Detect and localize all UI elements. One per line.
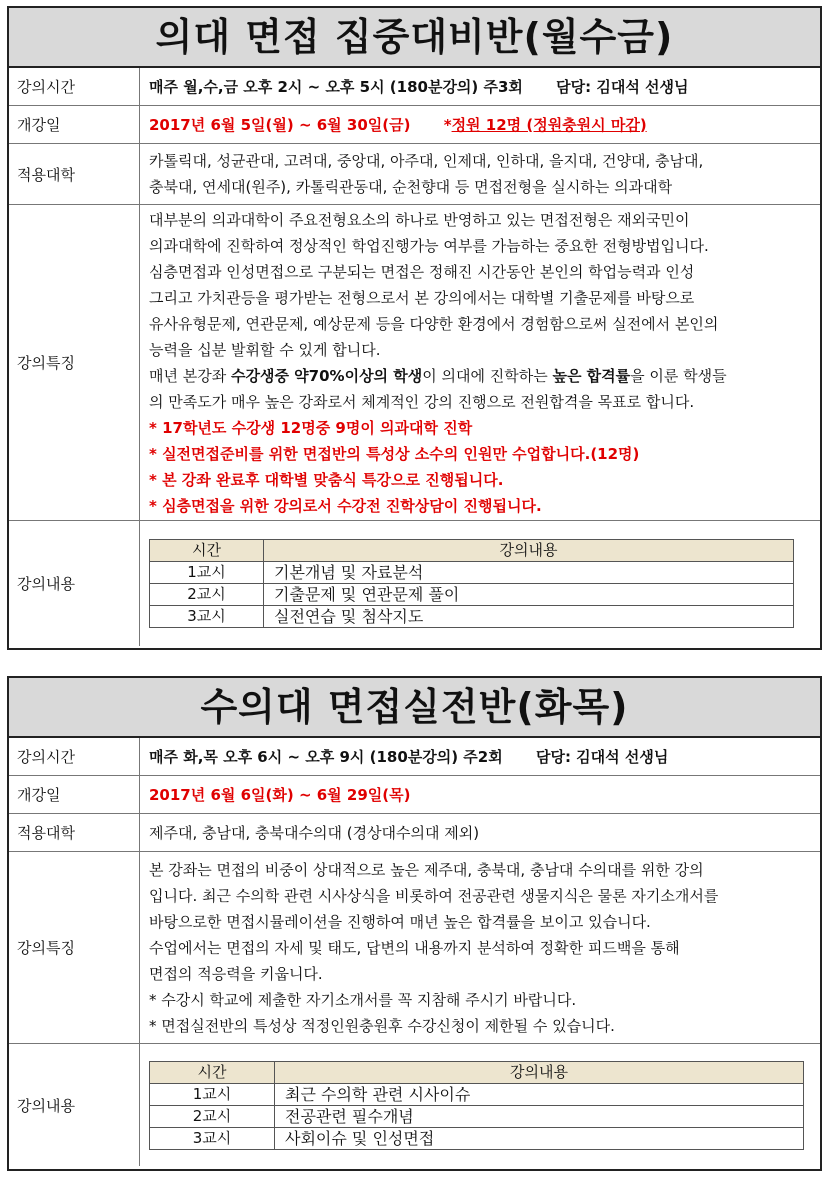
content-row <box>9 1044 820 1166</box>
row-label: 강의내용 <box>9 1044 140 1166</box>
notice-line: * 본 강좌 완료후 대학별 맞춤식 특강으로 진행됩니다. <box>149 470 504 489</box>
course-box-2 <box>7 676 822 1171</box>
features-line: 그리고 가치관등을 평가받는 전형으로서 본 강의에서는 대학별 기출문제를 바탕으로 <box>149 288 695 307</box>
features-line: 능력을 십분 발휘할 수 있게 합니다. <box>149 340 381 359</box>
table-row <box>150 1105 804 1127</box>
features-line: * 면접실전반의 특성상 적정인원충원후 수강신청이 제한될 수 있습니다. <box>149 1016 615 1035</box>
features-line: 유사유형문제, 연관문제, 예상문제 등을 다양한 환경에서 경험함으로써 실전에서 본인의 <box>149 314 719 333</box>
row-label: 적용대학 <box>9 144 140 204</box>
period-cell: 1교시 <box>150 562 264 584</box>
schedule-row <box>9 68 820 106</box>
features-row <box>9 852 820 1044</box>
row-label: 강의시간 <box>9 738 140 775</box>
table-row <box>150 1127 804 1149</box>
content-cell: 사회이슈 및 인성면접 <box>275 1127 804 1149</box>
universities-line: 충북대, 연세대(원주), 카톨릭관동대, 순천향대 등 면접전형을 실시하는 의과대학 <box>149 178 673 196</box>
period-cell: 2교시 <box>150 1105 275 1127</box>
universities-line: 제주대, 충남대, 충북대수의대 (경상대수의대 제외) <box>149 823 480 842</box>
content-cell: 최근 수의학 관련 시사이슈 <box>275 1083 804 1105</box>
content-cell: 기출문제 및 연관문제 풀이 <box>264 584 794 606</box>
notice-line: * 심층면접을 위한 강의로서 수강전 진학상담이 진행됩니다. <box>149 496 542 515</box>
schedule-value: 매주 화,목 오후 6시 ~ 오후 9시 (180분강의) 주2회 <box>149 747 503 766</box>
features-line: 의 만족도가 매우 높은 강좌로서 체계적인 강의 진행으로 전원합격을 목표로 합니다. <box>149 392 695 411</box>
features-row <box>9 205 820 521</box>
features-line: 입니다. 최근 수의학 관련 시사상식을 비롯하여 전공관련 생물지식은 물론 자기소개서를 <box>149 886 719 905</box>
features-line: 본 강좌는 면접의 비중이 상대적으로 높은 제주대, 충북대, 충남대 수의대를 위한 강의 <box>149 860 704 879</box>
features-line: * 수강시 학교에 제출한 자기소개서를 꼭 지참해 주시기 바랍니다. <box>149 990 577 1009</box>
content-cell: 실전연습 및 첨삭지도 <box>264 606 794 628</box>
table-header-cell: 시간 <box>150 540 264 562</box>
features-line: 수업에서는 면접의 자세 및 태도, 답변의 내용까지 분석하여 정확한 피드백을 통해 <box>149 938 680 957</box>
content-cell: 전공관련 필수개념 <box>275 1105 804 1127</box>
row-label: 강의특징 <box>9 852 140 1043</box>
features-line: 면접의 적응력을 키웁니다. <box>149 964 323 983</box>
table-row <box>150 584 794 606</box>
schedule-value: 매주 월,수,금 오후 2시 ~ 오후 5시 (180분강의) 주3회 <box>149 77 523 96</box>
row-label: 강의특징 <box>9 205 140 520</box>
row-label: 강의시간 <box>9 68 140 105</box>
row-label: 개강일 <box>9 776 140 813</box>
schedule-table <box>149 539 794 628</box>
table-row <box>150 562 794 584</box>
notice-line: * 실전면접준비를 위한 면접반의 특성상 소수의 인원만 수업합니다.(12명) <box>149 444 640 463</box>
features-line: 의과대학에 진학하여 정상적인 학업진행가능 여부를 가늠하는 중요한 전형방법입니다. <box>149 236 709 255</box>
table-header-cell: 시간 <box>150 1061 275 1083</box>
start-date-row: 개강일 2017년 6월 5일(월) ~ 6월 30일(금) *정원 12명 (정원충원시 마감) <box>9 106 820 144</box>
period-cell: 1교시 <box>150 1083 275 1105</box>
period-cell: 3교시 <box>150 1127 275 1149</box>
capacity-note: 정원 12명 (정원충원시 마감) <box>451 115 647 134</box>
course-box-1 <box>7 6 822 650</box>
features-line: 심층면접과 인성면접으로 구분되는 면접은 정해진 시간동안 본인의 학업능력과 인성 <box>149 262 695 281</box>
row-label: 강의내용 <box>9 521 140 646</box>
universities-row <box>9 814 820 852</box>
table-header <box>150 1061 804 1083</box>
start-date-row <box>9 776 820 814</box>
content-row <box>9 521 820 646</box>
features-line: 대부분의 의과대학이 주요전형요소의 하나로 반영하고 있는 면접전형은 재외국민이 <box>149 210 690 229</box>
start-date: 2017년 6월 6일(화) ~ 6월 29일(목) <box>149 785 411 804</box>
features-highlight-line: 매년 본강좌 수강생중 약70%이상의 학생이 의대에 진학하는 높은 합격률을 이룬 학생들 <box>149 366 727 385</box>
table-header-cell: 강의내용 <box>275 1061 804 1083</box>
table-row <box>150 1083 804 1105</box>
row-label: 적용대학 <box>9 814 140 851</box>
table-header-cell: 강의내용 <box>264 540 794 562</box>
schedule-row <box>9 738 820 776</box>
content-cell: 기본개념 및 자료분석 <box>264 562 794 584</box>
row-label: 개강일 <box>9 106 140 143</box>
course-title: 의대 면접 집중대비반(월수금) <box>9 8 820 68</box>
start-date: 2017년 6월 5일(월) ~ 6월 30일(금) <box>149 115 411 134</box>
universities-row <box>9 144 820 205</box>
table-header <box>150 540 794 562</box>
instructor: 담당: 김대석 선생님 <box>556 77 689 96</box>
notice-line: * 17학년도 수강생 12명중 9명이 의과대학 진학 <box>149 418 473 437</box>
schedule-table <box>149 1061 804 1150</box>
features-line: 바탕으로한 면접시뮬레이션을 진행하여 매년 높은 합격률을 보이고 있습니다. <box>149 912 651 931</box>
period-cell: 3교시 <box>150 606 264 628</box>
instructor: 담당: 김대석 선생님 <box>535 747 669 766</box>
universities-line: 카톨릭대, 성균관대, 고려대, 중앙대, 아주대, 인제대, 인하대, 을지대, 건양대, 충남대, <box>149 152 704 170</box>
course-title: 수의대 면접실전반(화목) <box>9 678 820 738</box>
period-cell: 2교시 <box>150 584 264 606</box>
table-row <box>150 606 794 628</box>
